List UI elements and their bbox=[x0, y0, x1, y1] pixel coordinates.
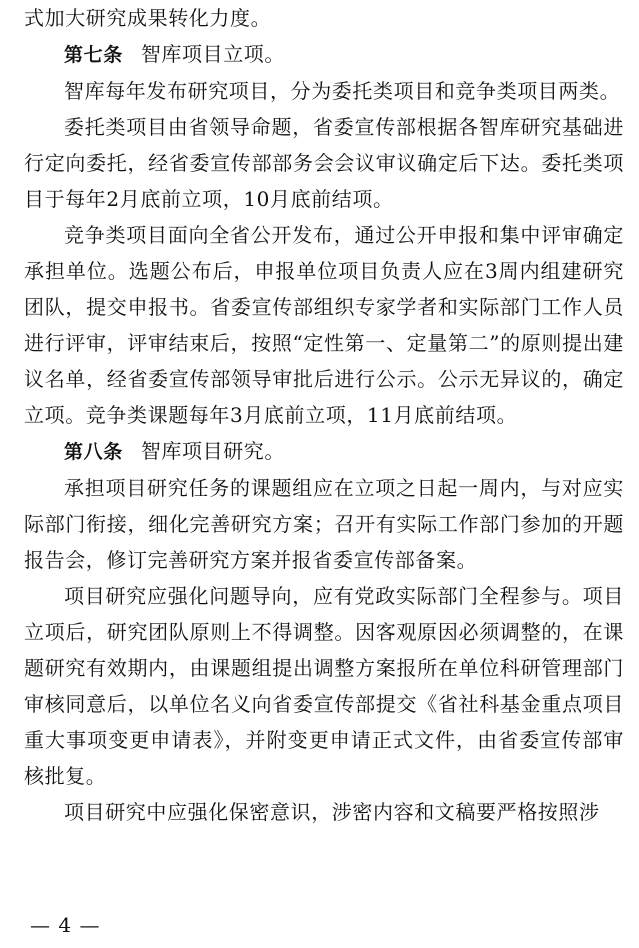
paragraph-continuation: 式加大研究成果转化力度。 bbox=[24, 6, 272, 30]
article-7-heading bbox=[24, 36, 624, 73]
article-8-heading bbox=[24, 433, 624, 470]
article-title: 智库项目研究。 bbox=[140, 439, 286, 463]
article-number: 第七条 bbox=[64, 44, 123, 66]
paragraph: 委托类项目由省领导命题，省委宣传部根据各智库研究基础进行定向委托，经省委宣传部部务会会议审议确定后下达。委托类项目于每年2月底前立项，10月底前结项。 bbox=[24, 115, 624, 211]
paragraph: 竞争类项目面向全省公开发布，通过公开申报和集中评审确定承担单位。选题公布后，申报单位项目负责人应在3周内组建研究团队，提交申报书。省委宣传部组织专家学者和实际部门工作人员进行评审，评审结束后，按照“定性第一、定量第二”的原则提出建议名单，经省委宣传部领导审批后进行公示。公示无异议的，确定立项。竞争类课题每年3月底前立项，11月底前结项。 bbox=[24, 223, 624, 427]
document-body bbox=[24, 0, 624, 830]
article-number: 第八条 bbox=[64, 441, 123, 463]
paragraph: 项目研究应强化问题导向，应有党政实际部门全程参与。项目立项后，研究团队原则上不得调整。因客观原因必须调整的，在课题研究有效期内，由课题组提出调整方案报所在单位科研管理部门审核同意后，以单位名义向省委宣传部提交《省社科基金重点项目重大事项变更申请表》，并附变更申请正式文件，由省委宣传部审核批复。 bbox=[24, 584, 624, 788]
article-title: 智库项目立项。 bbox=[140, 42, 286, 66]
paragraph: 承担项目研究任务的课题组应在立项之日起一周内，与对应实际部门衔接，细化完善研究方案；召开有实际工作部门参加的开题报告会，修订完善研究方案并报省委宣传部备案。 bbox=[24, 476, 624, 572]
paragraph: 智库每年发布研究项目，分为委托类项目和竞争类项目两类。 bbox=[64, 79, 621, 103]
page-number: — 4 — bbox=[30, 913, 101, 937]
paragraph: 项目研究中应强化保密意识，涉密内容和文稿要严格按照涉 bbox=[64, 800, 600, 824]
